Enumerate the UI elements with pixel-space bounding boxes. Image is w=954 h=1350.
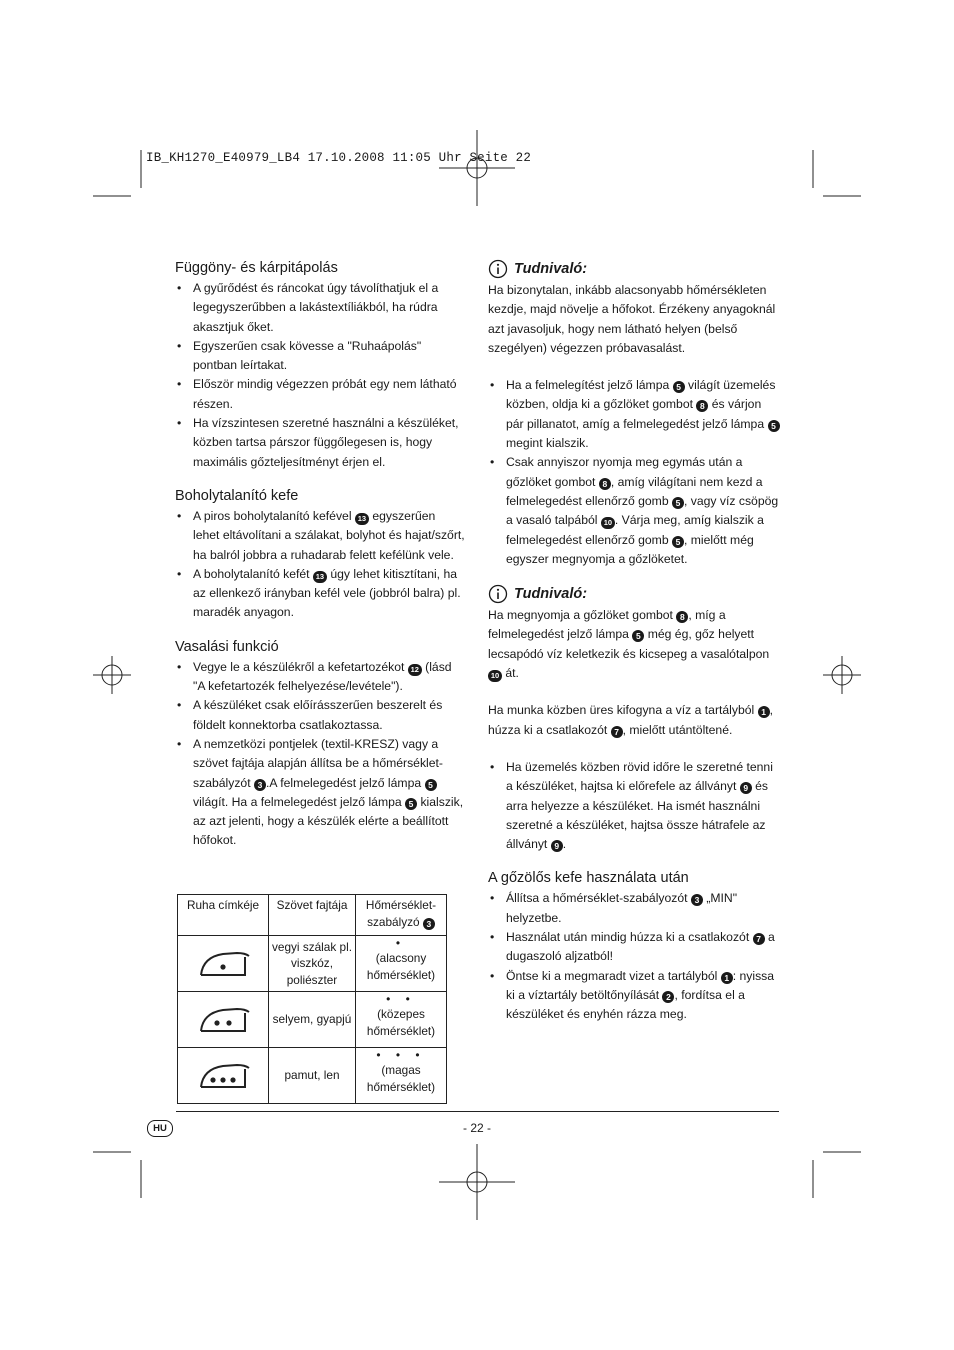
ref-1-icon: 1 <box>758 706 770 718</box>
lint-brush-list <box>175 507 465 623</box>
list-item: • Állítsa a hőmérséklet-szabályozót 3 „MIN" helyzetbe. <box>488 889 780 928</box>
fabric-synthetic: vegyi szálak pl. viszkóz, poliészter <box>269 936 356 992</box>
slug-file: IB_KH1270_E40979_LB4 <box>146 151 301 165</box>
ref-2-icon: 2 <box>662 991 674 1003</box>
ref-13-icon: 13 <box>313 571 327 583</box>
list-item: • A készüléket csak előírásszerűen beszerelt és földelt konnektorba csatlakoztassa. <box>175 696 465 735</box>
temp-medium: • • (közepes hőmérséklet) <box>356 992 447 1048</box>
temp-low: • (alacsony hőmérséklet) <box>356 936 447 992</box>
ref-13-icon: 13 <box>355 513 369 525</box>
list-item: • A boholytalanító kefét 13 úgy lehet kitisztítani, ha az ellenkező irányban kefél vele (jobbról balra) pl. maradék anyagon. <box>175 565 465 623</box>
ref-5-icon: 5 <box>673 381 685 393</box>
list-item: • Használat után mindig húzza ki a csatlakozót 7 a dugaszoló aljzatból! <box>488 928 780 967</box>
note-text: Ha megnyomja a gőzlöket gombot 8 , míg a felmelegedést jelző lámpa 5 még ég, gőz helyett lecsapódó víz keletkezik és kicsepeg a vasalótalpon 10 át. <box>488 608 770 681</box>
info-icon <box>488 584 508 604</box>
iron-symbol-three-dots <box>178 1048 269 1104</box>
list-item: • Ha üzemelés közben rövid időre le szeretné tenni a készüléket, hajtsa ki előrefele az állványt 9 és arra helyezze a készüléket. Ha ismét használni szeretné a készüléket, hajtsa össze hátrafele az állványt 9 . <box>488 758 780 854</box>
ref-3-icon: 3 <box>423 918 435 930</box>
list-item: • Először mindig végezzen próbát egy nem látható részen. <box>175 375 465 414</box>
footer-divider <box>176 1111 779 1112</box>
page-number: - 22 - <box>462 1121 491 1135</box>
ref-5-icon: 5 <box>405 798 417 810</box>
list-item: • Öntse ki a megmaradt vizet a tartályból 1 : nyissa ki a víztartály betöltőnyílását 2 , fordítsa el a készüléket és enyhén rázza meg. <box>488 967 780 1025</box>
ref-3-icon: 3 <box>691 894 703 906</box>
after-use-list <box>488 889 780 1024</box>
iron-symbol-one-dot <box>178 936 269 992</box>
note-heading: Tudnivaló: <box>488 258 780 280</box>
ref-3-icon: 3 <box>254 779 266 791</box>
ref-7-icon: 7 <box>611 726 623 738</box>
list-item: • Ha a felmelegítést jelző lámpa 5 világít üzemelés közben, oldja ki a gőzlöket gombot 8 és várjon pár pillanatot, amíg a felmelegedést jelző lámpa 5 megint kialszik. <box>488 376 780 453</box>
list-item: • Egyszerűen csak kövesse a "Ruhaápolás" pontban leírtakat. <box>175 337 465 376</box>
ironing-list <box>175 658 465 851</box>
lamp-list <box>488 376 780 569</box>
list-item: • Vegye le a készülékről a kefetartozékot 12 (lásd "A kefetartozék felhelyezése/levétele"). <box>175 658 465 697</box>
slug-page: Seite 22 <box>469 151 532 165</box>
iron-high-icon <box>193 1055 253 1091</box>
refill-text: Ha munka közben üres kifogyna a víz a tartályból 1 , húzza ki a csatlakozót 7 , mielőtt utántöltené. <box>488 703 774 737</box>
ref-9-icon: 9 <box>740 782 752 794</box>
note-heading: Tudnivaló: <box>488 583 780 605</box>
fabric-silk-wool: selyem, gyapjú <box>269 992 356 1048</box>
ref-8-icon: 8 <box>696 400 708 412</box>
ref-7-icon: 7 <box>753 933 765 945</box>
language-badge: HU <box>147 1120 173 1137</box>
table-header-row <box>178 895 447 936</box>
ref-5-icon: 5 <box>672 497 684 509</box>
table-row <box>178 936 447 992</box>
ref-1-icon: 1 <box>721 972 733 984</box>
temperature-table <box>177 894 447 1104</box>
section-title-curtains: Függöny- és kárpitápolás <box>175 260 338 276</box>
list-item: • A piros boholytalanító kefével 13 egyszerűen lehet eltávolítani a szálakat, bolyhot és hajat/szőrt, ha balról jobbra a ruhadarab felett kefélünk vele. <box>175 507 465 565</box>
table-row <box>178 992 447 1048</box>
print-slug <box>146 151 531 165</box>
ref-9-icon: 9 <box>551 840 563 852</box>
list-item: • Csak annyiszor nyomja meg egymás után a gőzlöket gombot 8 , amíg világítani nem kezd a felmelegedést ellenőrző gomb 5 , vagy víz csöpög a vasaló talpából 10 . Várja meg, amíg kialszik a felmelegedést ellenőrző gomb 5 , mielőtt még egyszer megnyomja a gőzlöketet. <box>488 453 780 569</box>
list-item: • A gyűrődést és ráncokat úgy távolíthatjuk el a legegyszerűbben a lakástextíliákból, ha rúdra akasztjuk őket. <box>175 279 465 337</box>
left-column <box>175 258 465 851</box>
table-row <box>178 1048 447 1104</box>
list-item: • A nemzetközi pontjelek (textil-KRESZ) vagy a szövet fajtája alapján állítsa be a hőmérséklet-szabályzót 3 .A felmelegedést jelző lámpa 5 világít. Ha a felmelegedést jelző lámpa 5 kialszik, az azt jelenti, hogy a készülék elérte a beállított hőfokot. <box>175 735 465 851</box>
col-header-fabric: Szövet fajtája <box>269 895 356 936</box>
iron-low-icon <box>193 943 253 979</box>
fabric-cotton-linen: pamut, len <box>269 1048 356 1104</box>
slug-date: 17.10.2008 <box>307 151 385 165</box>
note-text: Ha bizonytalan, inkább alacsonyabb hőmérsékleten kezdje, majd növelje a hőfokot. Érzékeny anyagoknál azt javasoljuk, hogy nem látható helyen (belső szegélyen) végezzen próbavasalást. <box>488 283 776 355</box>
section-title-ironing: Vasalási funkció <box>175 638 279 655</box>
col-header-label: Ruha címkéje <box>178 895 269 936</box>
stand-list <box>488 758 780 854</box>
section-title-after-use: A gőzölős kefe használata után <box>488 870 689 887</box>
ref-12-icon: 12 <box>408 664 422 676</box>
col-header-temp: Hőmérséklet-szabályzó 3 <box>356 895 447 936</box>
iron-medium-icon <box>193 999 253 1035</box>
section-title-lint-brush: Boholytalanító kefe <box>175 487 299 504</box>
right-column <box>488 258 780 1025</box>
ref-5-icon: 5 <box>672 536 684 548</box>
ref-10-icon: 10 <box>488 670 502 682</box>
ref-5-icon: 5 <box>632 630 644 642</box>
ref-5-icon: 5 <box>768 420 780 432</box>
ref-10-icon: 10 <box>601 517 615 529</box>
ref-8-icon: 8 <box>676 611 688 623</box>
list-item: • Ha vízszintesen szeretné használni a készüléket, közben tartsa párszor függőlegesen is, hogy maximális gőzteljesítményt érjen el. <box>175 414 465 472</box>
info-icon <box>488 259 508 279</box>
curtain-care-list <box>175 279 465 472</box>
ref-5-icon: 5 <box>425 779 437 791</box>
ref-8-icon: 8 <box>599 478 611 490</box>
temp-high: • • • (magas hőmérséklet) <box>356 1048 447 1104</box>
slug-time: 11:05 Uhr <box>392 151 462 165</box>
iron-symbol-two-dots <box>178 992 269 1048</box>
